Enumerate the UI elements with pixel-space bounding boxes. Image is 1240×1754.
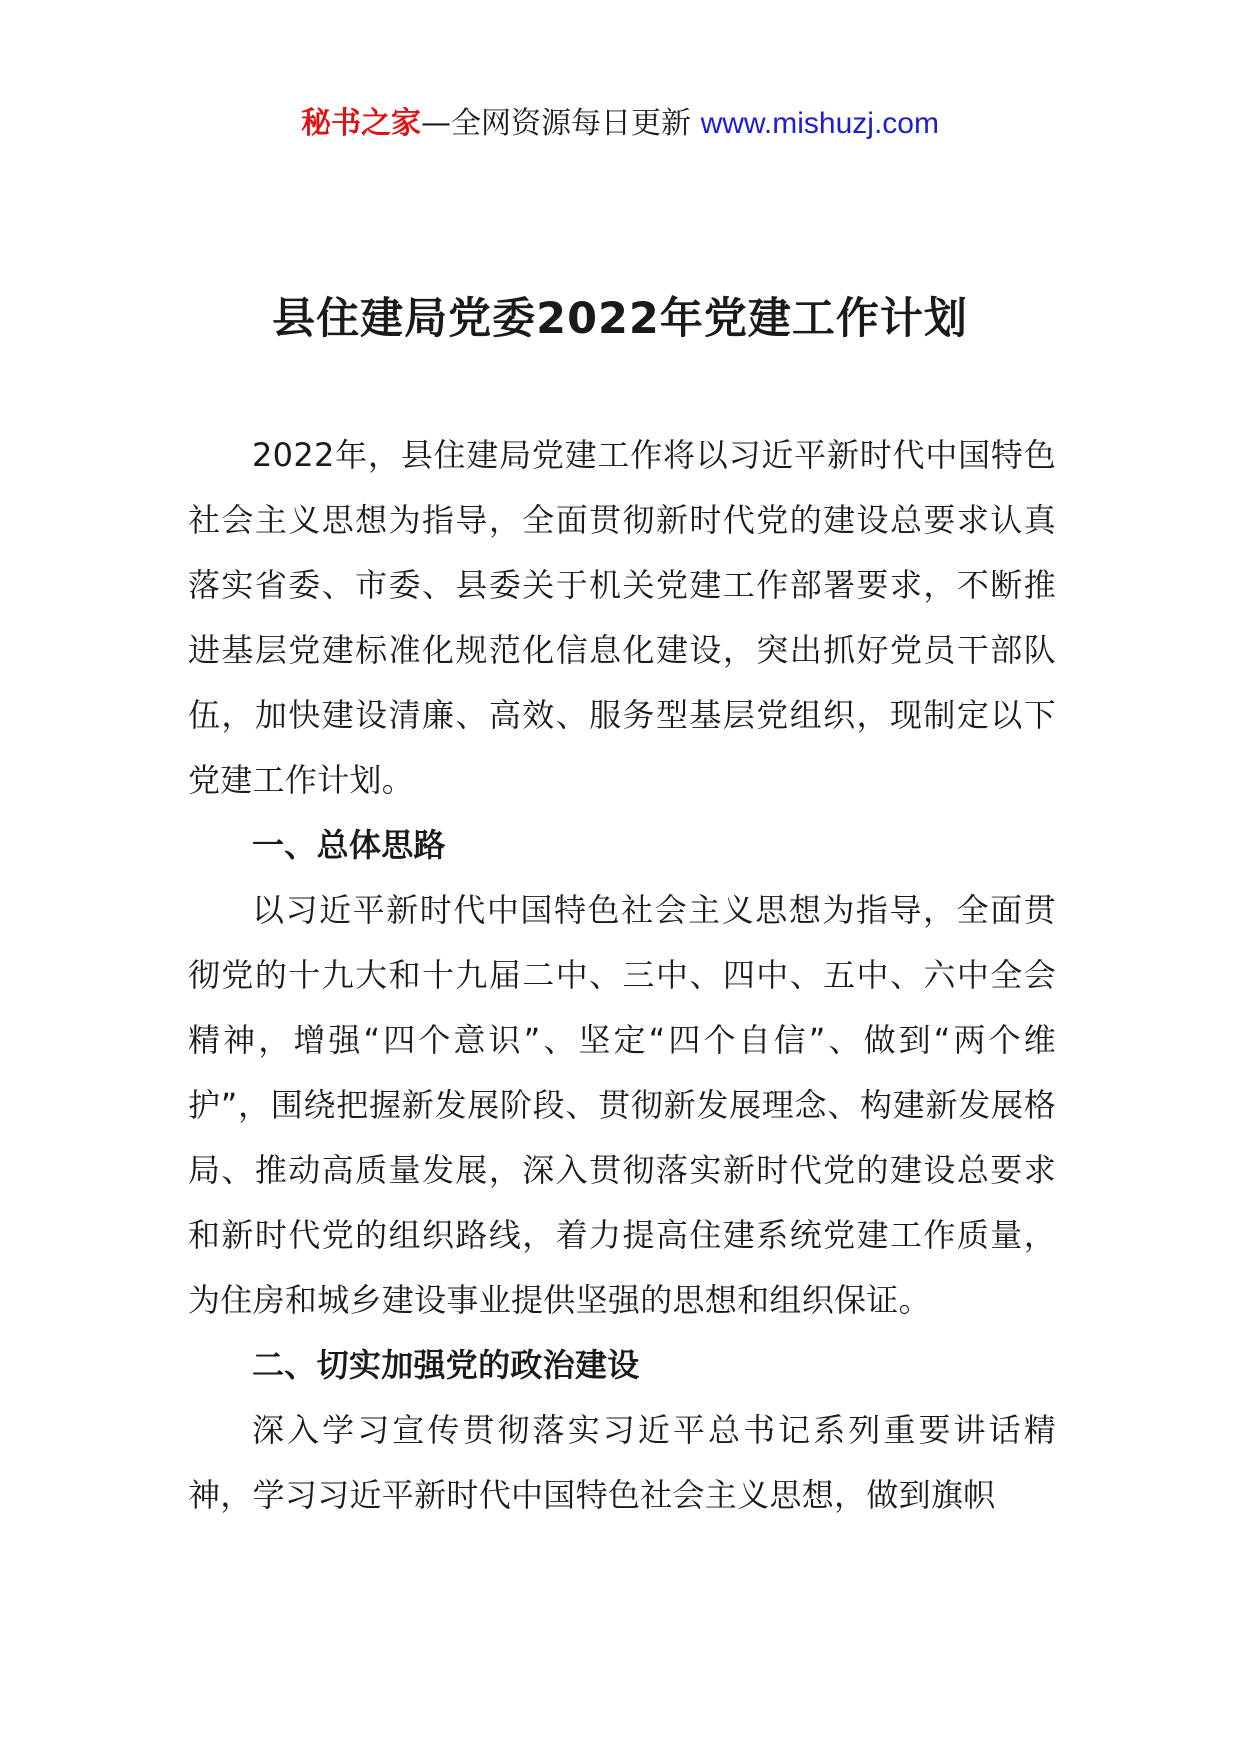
site-banner	[0, 104, 1240, 144]
section-heading: 二、切实加强党的政治建设	[252, 1346, 640, 1384]
intro-paragraph: 2022年，县住建局党建工作将以习近平新时代中国特色社会主义思想为指导，全面贯彻新时代党的建设总要求认真落实省委、市委、县委关于机关党建工作部署要求，不断推进基层党建标准化规范化信息化建设，突出抓好党员干部队伍，加快建设清廉、高效、服务型基层党组织，现制定以下党建工作计划。	[188, 436, 1056, 799]
document-body	[188, 423, 1056, 1528]
document-title: 县住建局党委2022年党建工作计划	[272, 294, 968, 344]
section-paragraph: 深入学习宣传贯彻落实习近平总书记系列重要讲话精神，学习习近平新时代中国特色社会主义思想，做到旗帜	[188, 1411, 1056, 1514]
section-heading: 一、总体思路	[252, 826, 446, 864]
site-brand-name: 秘书之家	[301, 106, 422, 141]
section-paragraph: 以习近平新时代中国特色社会主义思想为指导，全面贯彻党的十九大和十九届二中、三中、四中、五中、六中全会精神，增强“四个意识”、坚定“四个自信”、做到“两个维护”，围绕把握新发展阶段、贯彻新发展理念、构建新发展格局、推动高质量发展，深入贯彻落实新时代党的建设总要求和新时代党的组织路线，着力提高住建系统党建工作质量，为住房和城乡建设事业提供坚强的思想和组织保证。	[188, 891, 1056, 1319]
site-url-link[interactable]: www.mishuzj.com	[700, 107, 939, 140]
site-tagline: —全网资源每日更新	[421, 106, 692, 141]
